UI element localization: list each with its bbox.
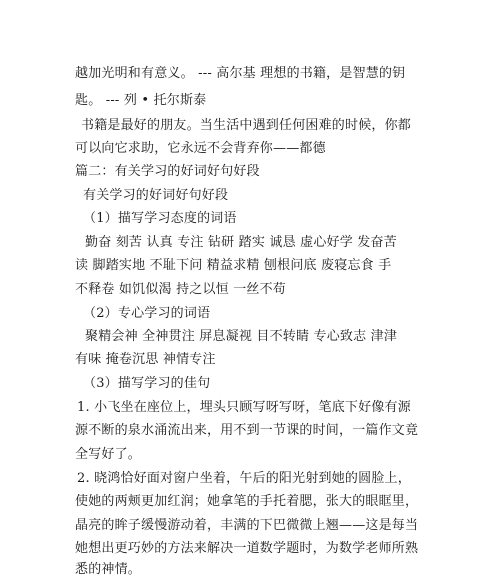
text-line-19: 使她的两颊更加红润；她拿笔的手托着腮，张大的眼眶里， [75, 494, 419, 509]
text-line-17: 全写好了。 [75, 447, 142, 462]
text-line-1: 越加光明和有意义。 --- 高尔基 理想的书籍，是智慧的钥 [75, 66, 406, 81]
subheading-1: （1）描写学习态度的词语 [83, 211, 237, 226]
text-line-20: 晶亮的眸子缓慢游动着，丰满的下巴微微上翘——这是每当 [75, 518, 419, 533]
text-line-9: 读 脚踏实地 不耻下问 精益求精 刨根问底 废寝忘食 手 [75, 258, 392, 273]
text-line-16: 源不断的泉水涌流出来，用不到一节课的时间，一篇作文竟 [75, 423, 419, 438]
text-line-3: 书籍是最好的朋友。当生活中遇到任何困难的时候，你都 [81, 118, 412, 133]
text-line-4: 可以向它求助，它永远不会背弃你——都德 [75, 141, 326, 156]
text-line-8: 勤奋 刻苦 认真 专注 钻研 踏实 诚恳 虚心好学 发奋苦 [85, 235, 397, 250]
text-line-15: 1. 小飞坐在座位上，埋头只顾写呀写呀，笔底下好像有源 [77, 400, 411, 415]
section-heading: 篇二：有关学习的好词好句好段 [75, 164, 260, 179]
text-line-2: 匙。 --- 列 • 托尔斯泰 [75, 93, 207, 108]
subheading-3: （3）描写学习的佳句 [83, 376, 211, 391]
text-line-21: 她想出更巧妙的方法来解决一道数学题时，为数学老师所熟 [75, 541, 419, 556]
subheading-2: （2）专心学习的词语 [83, 306, 211, 321]
text-line-13: 有味 掩卷沉思 神情专注 [75, 352, 216, 367]
text-line-12: 聚精会神 全神贯注 屏息凝视 目不转睛 专心致志 津津 [85, 329, 398, 344]
section-subtitle: 有关学习的好词好句好段 [83, 188, 229, 203]
text-line-18: 2. 晓鸿恰好面对窗户坐着，午后的阳光射到她的圆脸上， [77, 471, 411, 486]
text-line-22: 悉的神情。 [75, 562, 142, 577]
text-line-10: 不释卷 如饥似渴 持之以恒 一丝不苟 [75, 282, 286, 297]
